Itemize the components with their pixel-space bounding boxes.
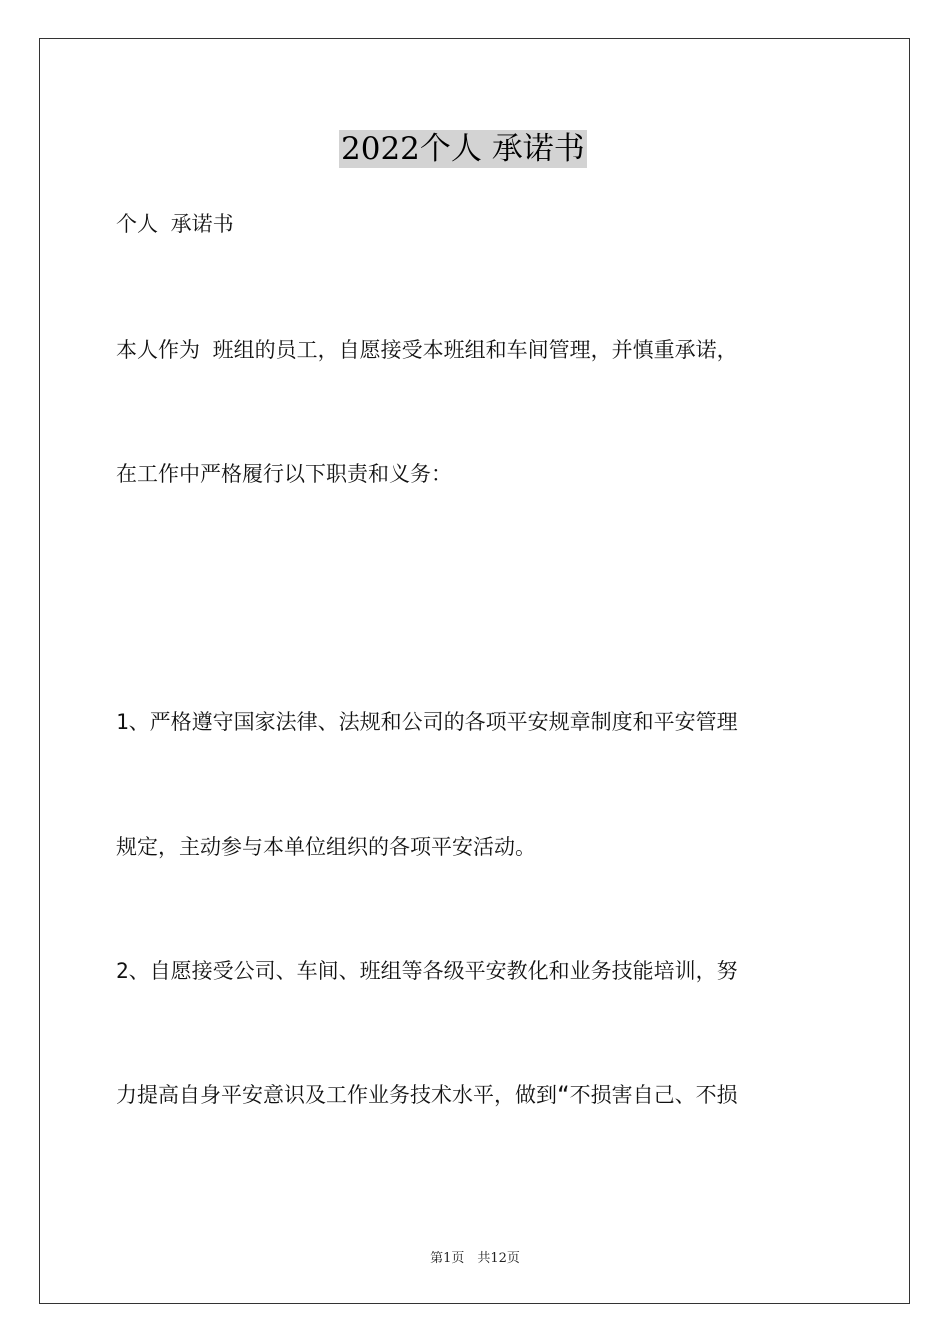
paragraph-line: 规定，主动参与本单位组织的各项平安活动。 (116, 835, 536, 859)
paragraph-line: 2、自愿接受公司、车间、班组等各级平安教化和业务技能培训，努 (116, 959, 738, 983)
paragraph-line: 在工作中严格履行以下职责和义务： (116, 462, 452, 486)
page-footer: 第1页 共12页 (430, 1251, 520, 1266)
paragraph-line: 本人作为 班组的员工，自愿接受本班组和车间管理，并慎重承诺， (116, 338, 738, 362)
subtitle-line: 个人 承诺书 (116, 212, 234, 236)
paragraph-line: 1、严格遵守国家法律、法规和公司的各项平安规章制度和平安管理 (116, 710, 738, 734)
paragraph-line: 力提高自身平安意识及工作业务技术水平，做到“不损害自己、不损 (116, 1083, 738, 1107)
document-title: 2022个人 承诺书 (341, 131, 585, 167)
